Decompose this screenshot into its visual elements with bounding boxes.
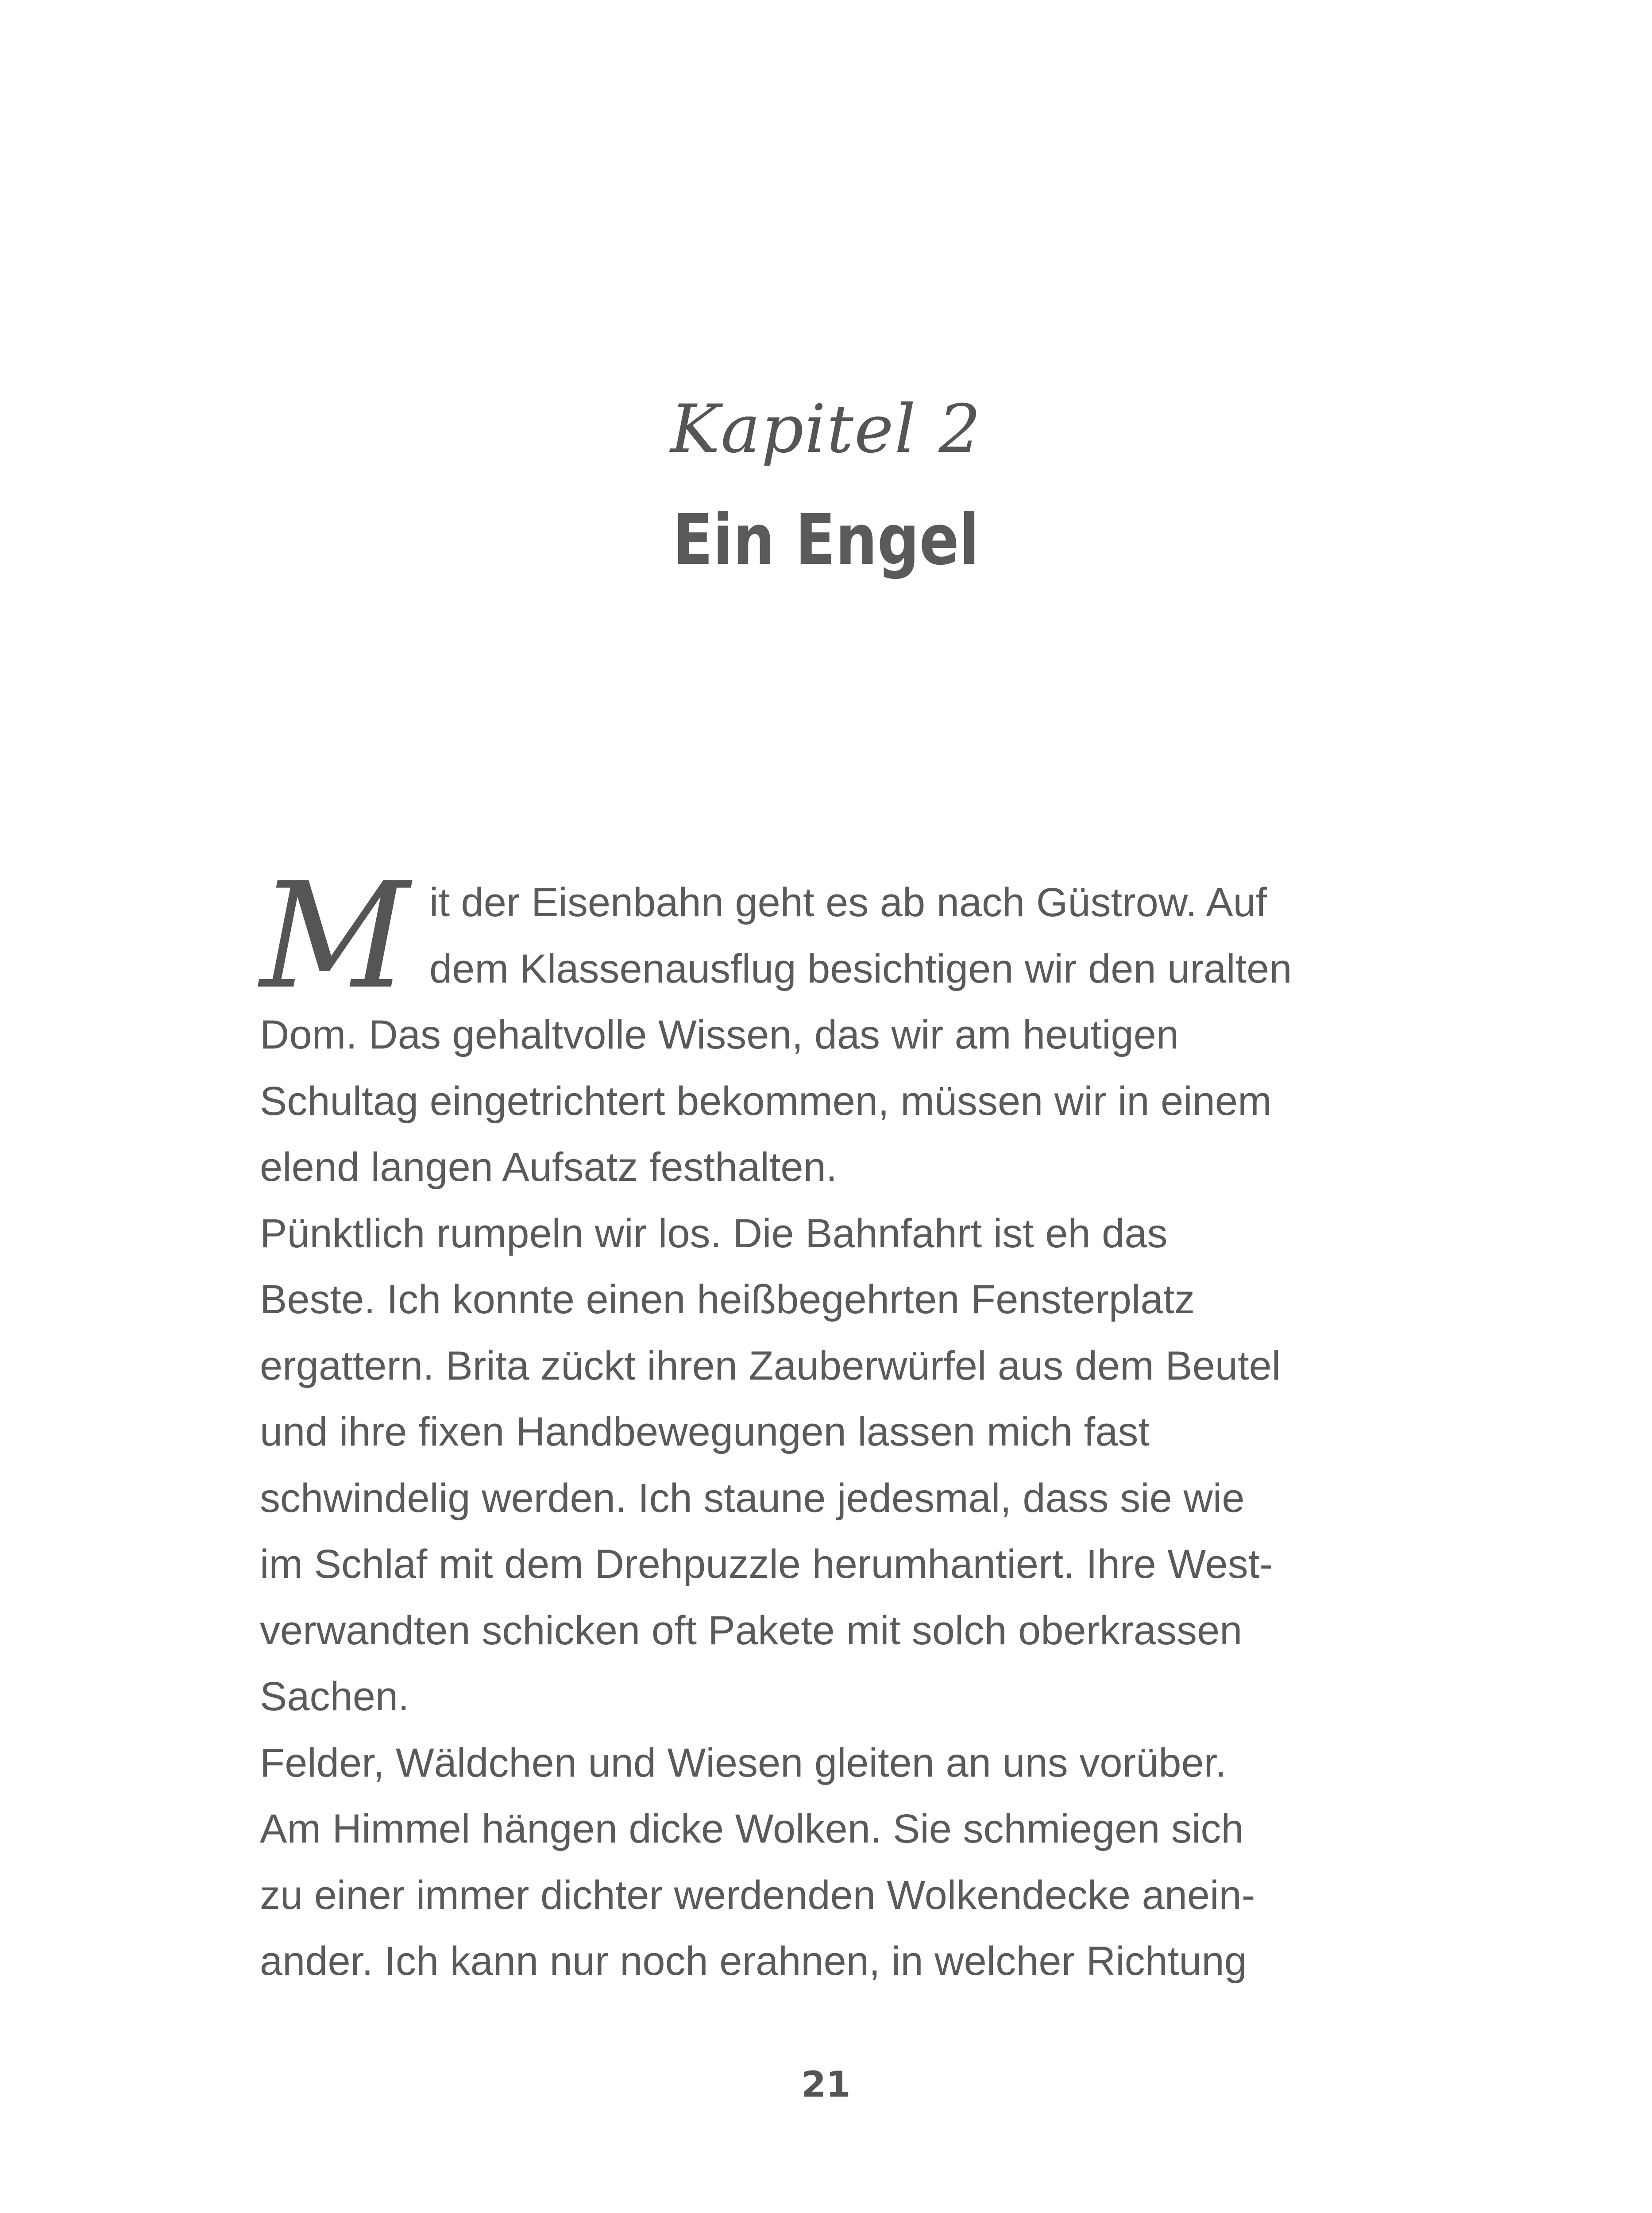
text-line: it der Eisenbahn geht es ab nach Güstrow. Auf: [429, 880, 1267, 925]
body-text: [260, 851, 1380, 1995]
text-line: Pünktlich rumpeln wir los. Die Bahnfahrt ist eh das: [260, 1211, 1168, 1256]
text-line: ergattern. Brita zückt ihren Zauberwürfel aus dem Beutel: [260, 1343, 1281, 1388]
text-line: zu einer immer dichter werdenden Wolkendecke anein-: [260, 1872, 1255, 1918]
text-line: verwandten schicken oft Pakete mit solch oberkrassen: [260, 1608, 1243, 1653]
text-line: und ihre fixen Handbewegungen lassen mich fast: [260, 1409, 1150, 1454]
text-line: Dom. Das gehaltvolle Wissen, das wir am heutigen: [260, 1012, 1179, 1057]
text-line: elend langen Aufsatz festhalten.: [260, 1145, 838, 1190]
text-line: schwindelig werden. Ich staune jedesmal, dass sie wie: [260, 1475, 1245, 1521]
page-number: 21: [801, 2064, 851, 2105]
text-line: Schultag eingetrichtert bekommen, müssen wir in einem: [260, 1078, 1272, 1124]
text-line: im Schlaf mit dem Drehpuzzle herumhantiert. Ihre West-: [260, 1542, 1273, 1587]
chapter-title: Ein Engel: [672, 499, 980, 581]
text-line: Beste. Ich konnte einen heißbegehrten Fensterplatz: [260, 1277, 1195, 1322]
text-line: Felder, Wäldchen und Wiesen gleiten an uns vorüber.: [260, 1740, 1227, 1785]
chapter-label: Kapitel 2: [670, 391, 982, 468]
text-line: dem Klassenausflug besichtigen wir den uralten: [429, 946, 1292, 991]
text-line: ander. Ich kann nur noch erahnen, in welcher Richtung: [260, 1939, 1247, 1984]
drop-cap: M: [260, 851, 409, 1021]
text-line: Am Himmel hängen dicke Wolken. Sie schmiegen sich: [260, 1806, 1244, 1851]
text-line: Sachen.: [260, 1674, 409, 1719]
